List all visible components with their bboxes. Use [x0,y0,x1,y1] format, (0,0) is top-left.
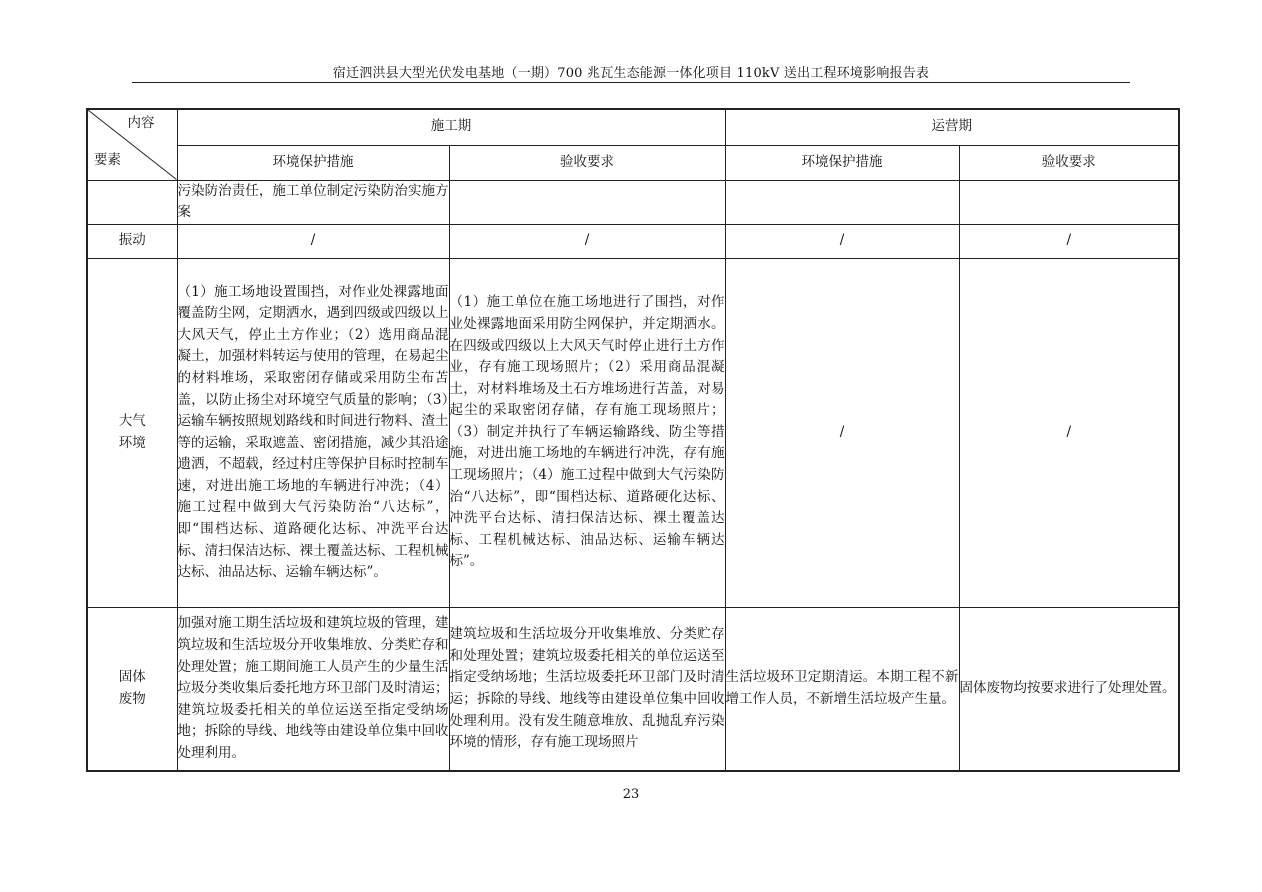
element-cell-vibration: 振动 [87,224,177,258]
table-row-continued [87,180,1179,224]
table-row-solid-waste [87,607,1179,771]
element-label-line2: 环境 [118,434,146,451]
construction-measures-cell: 污染防治责任，施工单位制定污染防治实施方案 [177,180,449,224]
construction-measures-cell: / [177,224,449,258]
operation-acceptance-header: 验收要求 [959,145,1179,180]
document-header-title: 宿迁泗洪县大型光伏发电基地（一期）700 兆瓦生态能源一体化项目 110kV 送出工程环境影响报告表 [332,66,930,81]
corner-label-content: 内容 [127,115,155,131]
operation-measures-cell: / [725,224,959,258]
operation-measures-cell: 生活垃圾环卫定期清运。本期工程不新增工作人员，不新增生活垃圾产生量。 [725,607,959,771]
operation-measures-header: 环境保护措施 [725,145,959,180]
element-label-line1: 大气 [118,413,146,430]
construction-acceptance-cell [449,180,725,224]
element-cell-continued [87,180,177,224]
element-label-line2: 废物 [118,690,146,707]
construction-measures-header: 环境保护措施 [177,145,449,180]
construction-period-header: 施工期 [177,109,725,145]
operation-period-header: 运营期 [725,109,1179,145]
operation-measures-cell [725,180,959,224]
operation-acceptance-cell: 固体废物均按要求进行了处理处置。 [959,607,1179,771]
environmental-measures-table [86,108,1180,772]
construction-acceptance-cell: 建筑垃圾和生活垃圾分开收集堆放、分类贮存和处理处置；建筑垃圾委托相关的单位运送至指定受纳场地；生活垃圾委托环卫部门及时清运；拆除的导线、地线等由建设单位集中回收处理利用。没有发生随意堆放、乱抛乱弃污染环境的情形，存有施工现场照片 [449,607,725,771]
construction-measures-cell: （1）施工场地设置围挡，对作业处裸露地面覆盖防尘网，定期洒水，遇到四级或四级以上大风天气，停止土方作业；（2）选用商品混凝土，加强材料转运与使用的管理，在易起尘的材料堆场，采取密闭存储或采用防尘布苫盖，以防止扬尘对环境空气质量的影响；（3）运输车辆按照规划路线和时间进行物料、渣土等的运输，采取遮盖、密闭措施，减少其沿途遗洒，不超载，经过村庄等保护目标时控制车速，对进出施工场地的车辆进行冲洗；（4）施工过程中做到大气污染防治“八达标”，即“围档达标、道路硬化达标、冲洗平台达标、清扫保洁达标、裸土覆盖达标、工程机械达标、油品达标、运输车辆达标”。 [177,258,449,607]
element-cell-air [87,258,177,607]
element-label-line1: 固体 [118,669,146,686]
header-rule [132,82,1130,83]
operation-acceptance-cell [959,180,1179,224]
operation-acceptance-cell: / [959,258,1179,607]
element-cell-solid-waste [87,607,177,771]
construction-acceptance-cell: / [449,224,725,258]
page-number: 23 [622,787,640,802]
corner-header-cell [87,109,177,180]
operation-measures-cell: / [725,258,959,607]
operation-acceptance-cell: / [959,224,1179,258]
construction-acceptance-cell: （1）施工单位在施工场地进行了围挡，对作业处裸露地面采用防尘网保护，并定期洒水。在四级或四级以上大风天气时停止进行土方作业，存有施工现场照片；（2）采用商品混凝土，对材料堆场及土石方堆场进行苫盖，对易起尘的采取密闭存储，存有施工现场照片；（3）制定并执行了车辆运输路线、防尘等措施，对进出施工场地的车辆进行冲洗，存有施工现场照片；（4）施工过程中做到大气污染防治“八达标”，即“围档达标、道路硬化达标、冲洗平台达标、清扫保洁达标、裸土覆盖达标、工程机械达标、油品达标、运输车辆达标”。 [449,258,725,607]
corner-label-element: 要素 [94,151,121,168]
table-row-air [87,258,1179,607]
construction-acceptance-header: 验收要求 [449,145,725,180]
table-row-vibration [87,224,1179,258]
construction-measures-cell: 加强对施工期生活垃圾和建筑垃圾的管理，建筑垃圾和生活垃圾分开收集堆放、分类贮存和处理处置；施工期间施工人员产生的少量生活垃圾分类收集后委托地方环卫部门及时清运；建筑垃圾委托相关的单位运送至指定受纳场地；拆除的导线、地线等由建设单位集中回收处理利用。 [177,607,449,771]
